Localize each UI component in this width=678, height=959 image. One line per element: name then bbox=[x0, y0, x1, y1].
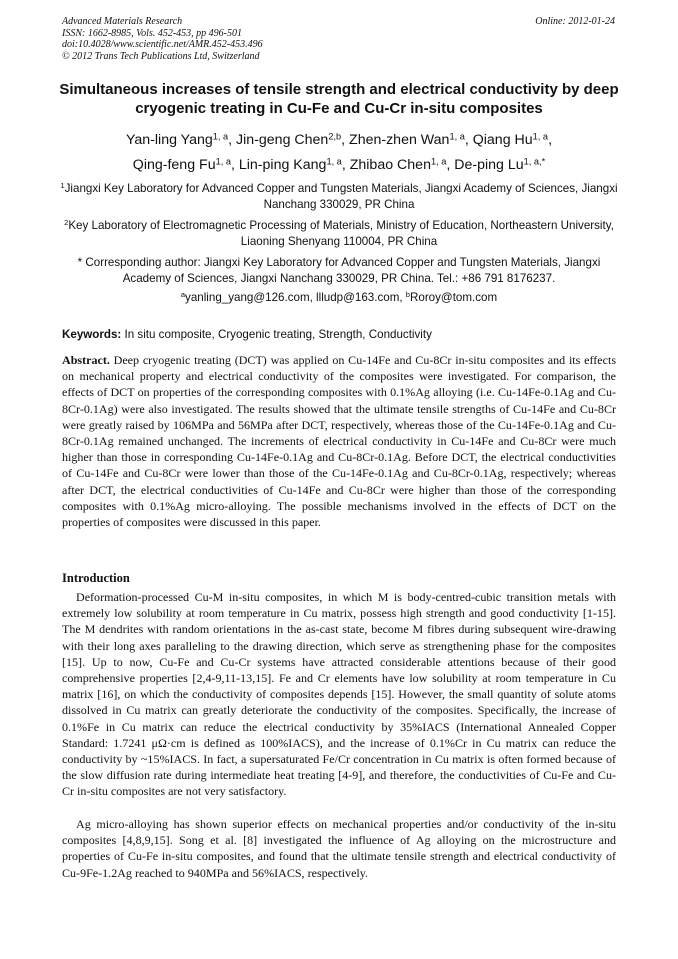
issn-line: ISSN: 1662-8985, Vols. 452-453, pp 496-501 bbox=[62, 27, 242, 39]
affiliation-text: Key Laboratory of Electromagnetic Processing of Materials, Ministry of Education, Northeastern University, Liaoning Shenyang 110004, PR China bbox=[68, 219, 614, 248]
keywords bbox=[62, 327, 432, 342]
email-link[interactable]: llludp@163.com, bbox=[316, 291, 406, 304]
affiliation-sup: 1 bbox=[60, 181, 65, 191]
intro-paragraph-2: Ag micro-alloying has shown superior effects on mechanical properties and/or conductivity of the in-situ composites [4,8,9,15]. Song et al. [8] investigated the influence of Ag alloying on the microstructure and properties of Cu-Fe in-situ composites, and found that the ultimate tensile strength and electrical conductivity of Cu-9Fe-1.2Ag reached to 940MPa and 56%IACS, respectively. bbox=[62, 817, 616, 880]
author-sup: 1, a bbox=[430, 156, 447, 167]
author-name: Zhen-zhen Wan bbox=[349, 132, 450, 148]
author-sup: 1, a bbox=[215, 156, 231, 167]
doi-line: doi:10.4028/www.scientific.net/AMR.452-453.496 bbox=[62, 39, 263, 50]
copyright-line: © 2012 Trans Tech Publications Ltd, Switzerland bbox=[62, 50, 260, 62]
abstract-label: Abstract. bbox=[62, 353, 110, 367]
email-link[interactable]: Roroy@tom.com bbox=[410, 291, 498, 304]
affiliation-1 bbox=[60, 181, 618, 213]
keywords-label: Keywords: bbox=[62, 328, 122, 341]
intro-paragraph-1: Deformation-processed Cu-M in-situ composites, in which M is body-centred-cubic transition metals with extremely low solubility at room temperature in Cu matrix, possess high strength and good conductivity [1-15]. The M dendrites with random orientations in the as-cast state, become M fibres during subsequent wire-drawing with their long axes paralleling to the drawing direction, which serve as strengthening phase for the composites [15]. Up to now, Cu-Fe and Cu-Cr systems have attracted considerable attentions because of their good comprehensive properties [2,4-9,11-13,15]. Fe and Cr elements have low solubility at room temperature in Cu matrix [16], on which the conductivity of composites depends [15]. However, the small quantity of solute atoms dissolved in Cu matrix can greatly deteriorate the conductivity of the composites. Specifically, the increase of 0.1%Fe in Cu matrix can reduce the electrical conductivity by 35%IACS (International Annealed Copper Standard: 1.7241 μΩ·cm is defined as 100%IACS), and the increase of 0.1%Cr in Cu matrix can reduce the conductivity by ~15%IACS. In fact, a supersaturated Fe/Cr concentration in Cu matrix is often formed because of the slow diffusion rate during intermediate heat treating [4-9], and therefore, the conductivities of Cu-Fe and Cu-Cr in-situ composites are not very satisfactory. bbox=[62, 590, 616, 799]
author-sup: 1, a bbox=[212, 131, 229, 142]
email-list bbox=[60, 290, 618, 306]
author-name: Yan-ling Yang bbox=[125, 132, 213, 148]
author-line-1: Yan-ling Yang$^{1, a}$, Jin-geng Chen$^{2,b}$, Zhen-zhen Wan$^{1, a}$, Qiang Hu$^{1, a}$, bbox=[125, 131, 553, 148]
email-sup: b bbox=[405, 290, 410, 300]
paper-title: Simultaneous increases of tensile strength and electrical conductivity by deep cryogenic treating in Cu-Fe and Cu-Cr in-situ composites bbox=[59, 81, 619, 117]
affiliation-sup: 2 bbox=[64, 218, 69, 228]
author-line-2: Qing-feng Fu$^{1, a}$, Lin-ping Kang$^{1, a}$, Zhibao Chen$^{1, a}$, De-ping $Lu^{1, a,*}$ bbox=[132, 156, 546, 173]
author-name: Qing-feng Fu bbox=[132, 157, 216, 173]
email-link[interactable]: yanling_yang@126.com, bbox=[185, 291, 317, 304]
author-name: De-ping Lu bbox=[454, 157, 524, 173]
author-sup: 1, a bbox=[449, 131, 465, 142]
journal-name: Advanced Materials Research bbox=[62, 16, 183, 27]
keywords-text: In situ composite, Cryogenic treating, Strength, Conductivity bbox=[124, 328, 432, 341]
affiliation-text: Jiangxi Key Laboratory for Advanced Copper and Tungsten Materials, Jiangxi Academy of Sciences, Jiangxi Nanchang 330029, PR China bbox=[64, 182, 618, 211]
corresponding-author: * Corresponding author: Jiangxi Key Laboratory for Advanced Copper and Tungsten Materials, Jiangxi Academy of Sciences, Jiangxi Nanchang 330029, PR China. Tel.: +86 791 8176237. bbox=[77, 256, 601, 285]
email-sup: a bbox=[180, 290, 186, 300]
author-sup: 1, a bbox=[532, 131, 549, 142]
section-heading-introduction: Introduction bbox=[62, 571, 130, 585]
journal-header bbox=[62, 16, 263, 62]
abstract-text: Deep cryogenic treating (DCT) was applied on Cu-14Fe and Cu-8Cr in-situ composites and its effects on mechanical property and electrical conductivity of the composites were investigated. For comparison, the effects of DCT on properties of the corresponding composites with 0.1%Ag alloying (i.e. Cu-14Fe-0.1Ag and Cu-8Cr-0.1Ag) were also investigated. The results showed that the ultimate tensile strengths of Cu-14Fe and Cu-8Cr were greatly raised by 106MPa and 56MPa after DCT, respectively, whereas those of the Cu-14Fe-0.1Ag and Cu-8Cr-0.1Ag remained unchanged. The increments of electrical conductivity in Cu-14Fe and Cu-8Cr were much higher than those in corresponding Cu-14Fe-0.1Ag and Cu-8Cr-0.1Ag. Before DCT, the electrical conductivities of Cu-14Fe and Cu-8Cr were lower than those of the Cu-14Fe-0.1Ag and Cu-8Cr-0.1Ag, respectively; whereas after DCT, the electrical conductivities of Cu-14Fe and Cu-8Cr were higher than those of the corresponding composites with 0.1%Ag micro-alloying. The possible mechanisms involved in the effects of DCT on the properties of composites were discussed in this paper. bbox=[62, 353, 617, 530]
author-sup: 1, a bbox=[326, 156, 342, 167]
author-name: Jin-geng Chen bbox=[236, 132, 329, 148]
author-name: Qiang Hu bbox=[472, 132, 533, 148]
author-sup: 2,b bbox=[328, 131, 342, 142]
affiliation-2 bbox=[60, 218, 618, 250]
online-date: Online: 2012-01-24 bbox=[535, 16, 615, 27]
author-name: Zhibao Chen bbox=[349, 157, 431, 173]
author-list bbox=[40, 128, 638, 178]
abstract bbox=[62, 352, 616, 530]
author-name: Lin-ping Kang bbox=[238, 157, 327, 173]
author-sup: 1, a,* bbox=[523, 156, 546, 167]
